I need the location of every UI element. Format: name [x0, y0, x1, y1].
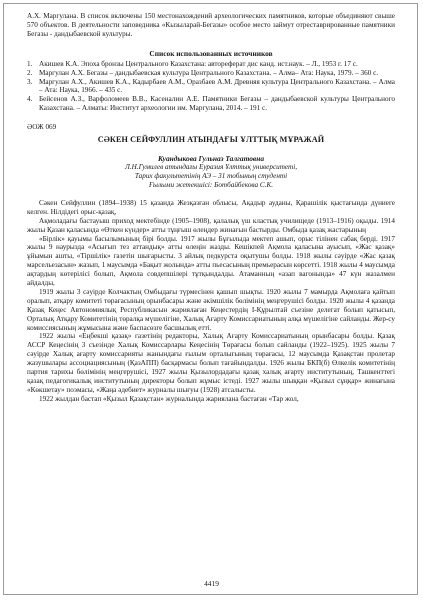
body-paragraph: 1922 жылдан бастап «Қызыл Қазақстан» журналында жариялана бастаған «Тар жол, [39, 394, 299, 403]
source-text: Маргулан А.Х. Бегазы – дандыбаевская культура Центрального Казахстана. – Алма– Ата: Наука, 1979. – 360 с. [39, 68, 379, 77]
affiliation-line: Тарих факультетінің АЭ – 31 тобының студенті [134, 172, 288, 181]
page-number: 4419 [204, 579, 219, 588]
affiliation-line: Л.Н.Гумилев атындағы Еуразия Ұлттық университеті, [124, 163, 297, 172]
article-body [27, 199, 395, 404]
source-number: 3. [27, 77, 33, 86]
body-paragraph: Ақмоладағы бастауыш приход мектебінде (1905–1908), қалалық үш кластық училищеде (1913–1916) оқыды. 1914 жылы Қазан қаласында «Өткен күндер» атты тұңғыш өлеңдер жинағын бастырды. Омбыда қазақ жастарының [27, 216, 395, 234]
source-item [27, 60, 395, 69]
intro-paragraph: А.Х. Маргулана. В список включены 150 местонахождений археологических памятников, которые объединяют свыше 570 объектов. В деятельности заповедника «Кызыларай-Бегазы» особое место займут отреставрированные памятники Бегазы - дандыбаевской культуры. [27, 12, 395, 38]
sources-list [27, 60, 395, 113]
source-item [27, 95, 395, 113]
supervisor-line: Ғылыми жетекшісі: Ботбайбекова С.К. [148, 180, 274, 189]
udc-code: ӘОЖ 069 [27, 123, 57, 132]
source-text: Бейсенов А.З., Варфоломеев В.В., Касеналин А.Е. Памятники Бегазы – дандыбаевской культуры Центрального Казахстана. – Алматы: Институт археологии им. Маргулана, 2014. – 191 с. [39, 95, 395, 113]
source-item [27, 69, 395, 78]
body-paragraph: 1919 жылы 3 сәуірде Колчактың Омбыдағы түрмесінен қашып шықты. 1920 жылы 7 мамырда Ақмолаға қайтып оралып, атқару комитеті төрағасының орынбасары және әкімшілік бөлімінің меңгерушісі болды. 1920 жылы 4 қазанда Қазақ Кеңес Автономиялық Республикасын жариялаған Кеңестердің І-Құрылтай съезіне делегат болып қатысып, Орталық Атқару Комитетінің төралқа мүшелігіне, Халық Ағарту Комиссариатының алқа мүшелігіне сайланды. Жер-су комиссиясының жұмысына және баспасөзге басшылық етті. [27, 287, 395, 332]
sources-heading: Список использованных источников [149, 48, 273, 58]
article-title: СӘКЕН СЕЙФУЛЛИН АТЫНДАҒЫ ҰЛТТЫҚ МҰРАЖАЙ [97, 135, 325, 145]
body-paragraph: Сәкен Сейфуллин (1894–1938) 15 қазанда Жезқазған облысы, Ақадыр ауданы, Қарашілік қыстағында дүниеге келген. Нілдідегі орыс-қазақ, [27, 198, 395, 216]
source-text: Акишев К.А. Эпоха бронзы Центрального Казахстана: автореферат дис канд. ист.наук. – Л., 1953 г. 17 с. [39, 59, 358, 68]
source-number: 1. [27, 59, 33, 68]
source-item [27, 78, 395, 96]
source-text: Маргулан А.Х., Акишев К.А., Кадырбаев А.М., Оразбаев А.М. Древняя культура Центрального Казахстана. – Алма – Ата: Наука, 1966. – 435 с. [39, 77, 395, 95]
author-name: Куандыкова Гульназ Талгатовна [157, 154, 265, 164]
body-paragraph: «Бірлік» қауымы басылымының бірі болды. 1917 жылы Бұғылыда мектеп ашып, орыс тілінен сабақ берді. 1917 жылы 9 наурызда «Асығып тез аттандық» атты өлеңін жазды. Кешікпей Ақмола қаласына ауысып, «Жас қазақ» ұйымын ашты, «Тіршілік» газетін шығарысты. 3 айлық педкурста оқытушы болды. 1918 жылы сәуірде «Жас қазақ марсельезасын» жазып, 1 маусымда «Бақыт жолында» атты пьесасының премьерасын көрсетті. 1918 жылы 4 маусымда ақтардың көтерілісі болып, Ақмола совдепшілері тұтқындалды. Атаманның «азап вагонында» 47 күн жазалмен айдалды, [27, 234, 395, 288]
page-content [27, 12, 395, 404]
source-number: 2. [27, 68, 33, 77]
body-paragraph: 1922 жылы «Еңбекші қазақ» газетінің редакторы, Халық Ағарту Комиссариатының орынбасары болды. Қазақ АССР Кеңесінің 3 съезінде Халық Комиссарлары Кеңесінің Төрағасы болып сайланды (1922–1925). 1925 жылы 7 сәуірде Халық ағарту комиссарияты жанындағы ғылым орталығының төрағасы, 12 маусымда Қазақстан пролетар жазушылары ассоциациясының (ҚазАПП) басқармасы болып тағайындалды. 1926 жылы БКП(б) Өлкелік комитетінің партия тарихы бөлімінің меңгерушісі, 1927 жылы Қызылордадағы қазақ халық ағарту институтының, Ташкенттегі қазақ педагогикалық институтының директоры болып жұмыс істеді. 1927 жылы шыққан «Қызыл сұңқар» жинағына «Көкшетау» поэмасы, «Жаңа әдебиет» журналы шығуы (1928) атсалысты. [27, 332, 395, 394]
source-number: 4. [27, 95, 33, 104]
